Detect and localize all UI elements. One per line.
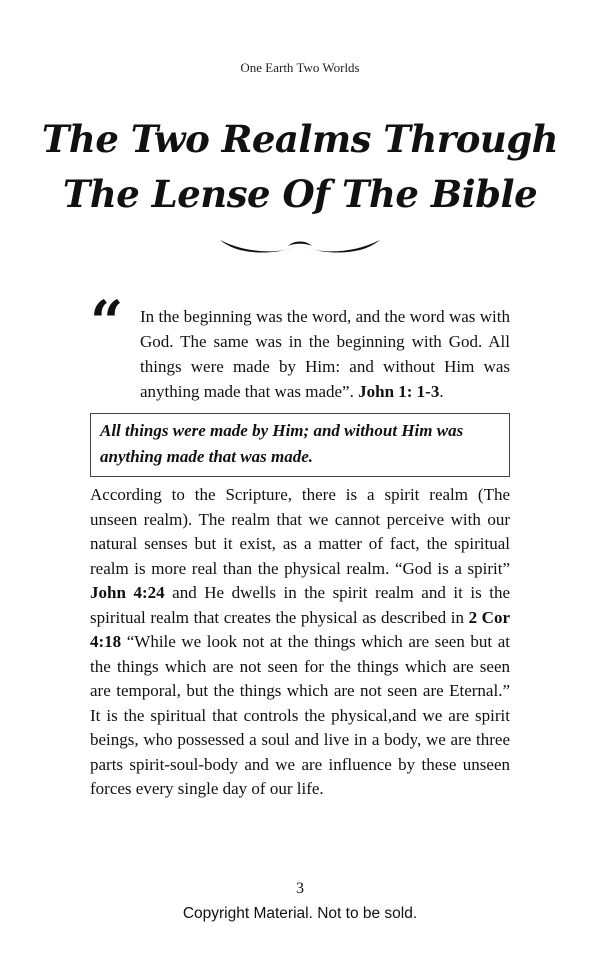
page-number: 3 [296, 880, 304, 897]
quote-indent-wrap [90, 304, 510, 404]
callout-text: All things were made by Him; and without Him was anything made that was made. [100, 421, 464, 466]
copyright-notice: Copyright Material. Not to be sold. [182, 905, 418, 922]
callout-box [90, 413, 510, 477]
quote-trailing: . [439, 382, 444, 401]
chapter-title [40, 112, 560, 222]
flourish-divider-icon [218, 232, 382, 256]
opening-quote [90, 304, 510, 404]
open-quote-mark: “ [90, 288, 124, 356]
quote-text: In the beginning was the word, and the word was with God. The same was in the beginning with God. All things were made by Him: and without Him was anything made that was made”. [140, 307, 510, 401]
chapter-title-line-2: The Lense Of The Bible [62, 172, 538, 216]
body-paragraph [90, 483, 510, 802]
body-part-1: According to the Scripture, there is a spirit realm (The unseen realm). The realm that we cannot perceive with our natural senses but it exist, as a matter of fact, the spiritual realm is more real than the physical realm. “God is a spirit” [90, 485, 510, 578]
body-reference-2: 2 Cor 4:18 [90, 607, 510, 651]
running-head: One Earth Two Worlds [240, 60, 360, 75]
quote-reference: John 1: 1-3 [358, 382, 440, 401]
body-part-3: “While we look not at the things which are seen but at the things which are not seen for the things which are seen are temporal, but the things which are not seen are Eternal.” It is the spiritual that controls the physical,and we are spirit beings, who possessed a soul and live in a body, we are three parts spirit-soul-body and we are influence by these unseen forces every single day of our life. [90, 632, 510, 798]
body-reference-1: John 4:24 [90, 583, 165, 602]
body-part-2: and He dwells in the spirit realm and it is the spiritual realm that creates the physical as described in [90, 583, 510, 627]
chapter-title-line-1: The Two Realms Through [41, 117, 559, 161]
